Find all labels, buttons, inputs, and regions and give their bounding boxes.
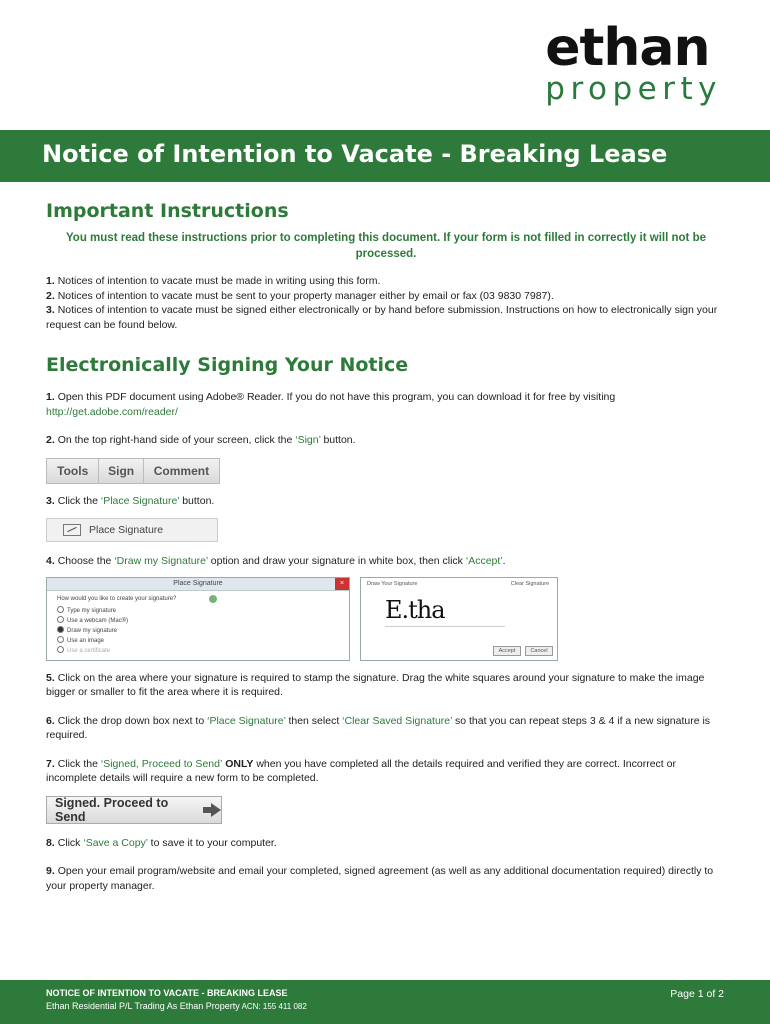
adobe-reader-link[interactable]: http://get.adobe.com/reader/ [46, 405, 178, 418]
close-icon[interactable]: × [335, 578, 349, 590]
send-button-label: Signed. Proceed to Send [55, 795, 169, 824]
option-draw[interactable]: Draw my signature [57, 626, 117, 634]
instructions-warning: You must read these instructions prior to completing this document. If your form is not filled in correctly it will not be processed. [65, 232, 706, 260]
step-2: 2. On the top right-hand side of your screen, click the ‘Sign’ button. [46, 434, 356, 446]
footer-company: Ethan Residential P/L Trading As Ethan Property ACN: 155 411 082 [46, 1001, 307, 1011]
step-4: 4. Choose the ‘Draw my Signature’ option and draw your signature in white box, then click ‘Accept’. [46, 555, 506, 567]
list-item: 2. Notices of intention to vacate must be sent to your property manager either by email or fax (03 9830 7987). [46, 289, 554, 302]
cancel-button[interactable]: Cancel [525, 646, 553, 656]
step-6: 6. Click the drop down box next to ‘Place Signature’ then select ‘Clear Saved Signature’ so that you can repeat steps 3 & 4 if a new signature is required. [46, 714, 711, 741]
company-logo [545, 18, 722, 107]
clear-signature-link[interactable]: Clear Signature [510, 580, 549, 587]
place-signature-label: Place Signature [89, 524, 164, 536]
adobe-toolbar [46, 458, 220, 484]
dialog-title: Place Signature [47, 578, 349, 591]
title-banner [0, 130, 770, 182]
comment-button[interactable]: Comment [153, 463, 210, 478]
dialog-question: How would you like to create your signature? [57, 595, 177, 602]
option-image[interactable]: Use an image [57, 636, 104, 644]
step-5: 5. Click on the area where your signature is required to stamp the signature. Drag the white squares around your signature to make the image bigger or smaller to fit the area where it is required. [46, 671, 705, 698]
signed-proceed-to-send-button[interactable] [46, 796, 222, 824]
signature-screenshots [46, 577, 726, 661]
arrow-right-icon [211, 803, 221, 817]
tools-button[interactable]: Tools [47, 459, 99, 483]
option-webcam[interactable]: Use a webcam (Mac®) [57, 616, 128, 624]
logo-sub-text: property [545, 71, 722, 107]
sign-button[interactable]: Sign [99, 459, 143, 483]
instructions-list [46, 274, 726, 332]
main-content [46, 200, 726, 893]
instructions-heading: Important Instructions [46, 200, 289, 222]
signing-heading: Electronically Signing Your Notice [46, 354, 409, 376]
page-title: Notice of Intention to Vacate - Breaking Lease [42, 140, 668, 168]
step-9: 9. Open your email program/website and email your completed, signed agreement (as well as any additional documentation required) directly to your property manager. [46, 865, 714, 892]
step-1: 1. Open this PDF document using Adobe® Reader. If you do not have this program, you can download it for free by visiting http://get.adobe.com/reader/ [46, 391, 616, 418]
draw-dialog-title: Draw Your Signature [367, 580, 418, 587]
help-icon[interactable] [209, 595, 217, 603]
signature-pen-icon [63, 524, 81, 536]
list-item: 1. Notices of intention to vacate must be made in writing using this form. [46, 275, 381, 287]
option-certificate[interactable]: Use a certificate [57, 646, 110, 654]
step-3: 3. Click the ‘Place Signature’ button. [46, 494, 215, 507]
page-footer [0, 980, 770, 1024]
place-signature-button[interactable] [46, 518, 218, 542]
accept-button[interactable]: Accept [493, 646, 521, 656]
option-type[interactable]: Type my signature [57, 606, 116, 614]
step-8: 8. Click ‘Save a Copy’ to save it to your computer. [46, 836, 277, 849]
footer-acn: ACN: 155 411 082 [239, 1002, 307, 1011]
footer-title: NOTICE OF INTENTION TO VACATE - BREAKING LEASE [46, 988, 288, 998]
drawn-signature[interactable]: E.tha [385, 595, 445, 624]
list-item: 3. Notices of intention to vacate must be signed either electronically or by hand before submission. Instructions on how to electronically sign your request can be found below. [46, 304, 718, 331]
draw-signature-dialog [360, 577, 558, 661]
logo-main-text: ethan [545, 18, 710, 78]
place-signature-dialog [46, 577, 350, 661]
signature-line [385, 626, 505, 627]
page-number: Page 1 of 2 [670, 988, 724, 1000]
step-7: 7. Click the ‘Signed, Proceed to Send’ ONLY when you have completed all the details required and verified they are correct. Incorrect or incomplete details will require a new form to be completed. [46, 757, 676, 784]
